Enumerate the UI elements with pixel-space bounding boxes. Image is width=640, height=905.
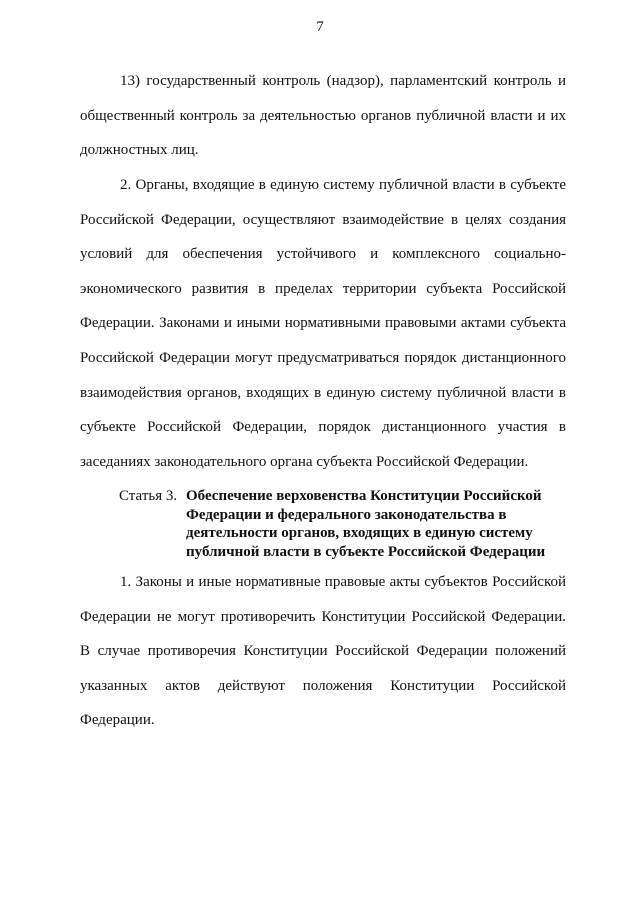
article-title: [186, 487, 566, 561]
article-title-line: публичной власти в субъекте Российской Федерации: [186, 543, 546, 560]
item-13-paragraph: 13) государственный контроль (надзор), парламентский контроль и общественный контроль за деятельностью органов публичной власти и их должностных лиц.: [80, 73, 566, 159]
article-title-line: деятельности органов, входящих в единую систему: [186, 525, 533, 541]
page-number: 7: [316, 19, 324, 35]
article-title-line: Федерации и федерального законодательства в: [186, 506, 507, 523]
paragraph-2: 2. Органы, входящие в единую систему публичной власти в субъекте Российской Федерации, осуществляют взаимодействие в целях создания условий для обеспечения устойчивого и комплексного социально-экономического развития в пределах территории субъекта Российской Федерации. Законами и иными нормативными правовыми актами субъекта Российской Федерации могут предусматриваться порядок дистанционного взаимодействия органов, входящих в единую систему публичной власти в субъекте Российской Федерации, порядок дистанционного участия в заседаниях законодательного органа субъекта Российской Федерации.: [80, 177, 566, 470]
article-title-line: Обеспечение верховенства Конституции Российской: [186, 488, 542, 504]
article-paragraph-1: 1. Законы и иные нормативные правовые акты субъектов Российской Федерации не могут противоречить Конституции Российской Федерации. В случае противоречия Конституции Российской Федерации положений указанных актов действуют положения Конституции Российской Федерации.: [80, 574, 566, 729]
article-label: Статья 3.: [119, 488, 178, 504]
